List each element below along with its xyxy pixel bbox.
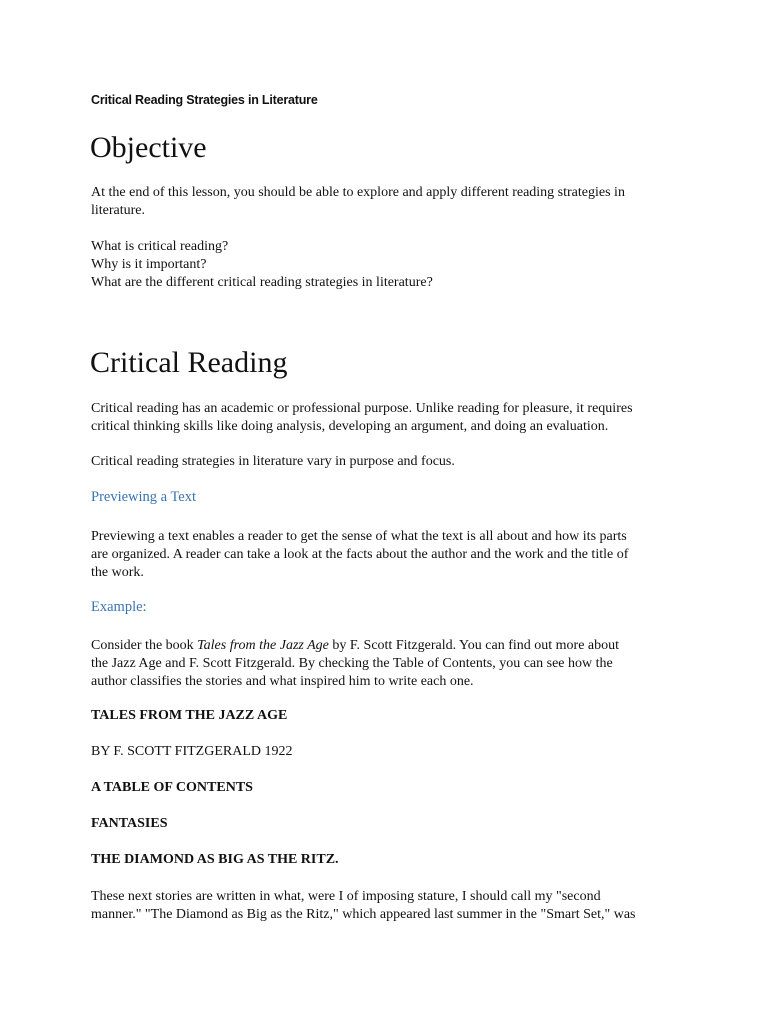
previewing-heading: Previewing a Text: [91, 489, 197, 505]
paragraph-line: are organized. A reader can take a look at the facts about the author and the work and the title of: [91, 547, 629, 562]
paragraph-line: Previewing a text enables a reader to get the sense of what the text is all about and how its parts: [91, 529, 627, 544]
book-byline: BY F. SCOTT FITZGERALD 1922: [91, 744, 293, 759]
story-note: [91, 888, 691, 924]
objective-intro-line: At the end of this lesson, you should be able to explore and apply different reading strategies in: [91, 185, 625, 200]
objective-questions: [91, 238, 691, 292]
book-title: TALES FROM THE JAZZ AGE: [91, 708, 288, 723]
paragraph-line: manner." "The Diamond as Big as the Ritz," which appeared last summer in the "Smart Set," was: [91, 907, 636, 922]
paragraph-line: author classifies the stories and what inspired him to write each one.: [91, 674, 474, 689]
example-heading: Example:: [91, 599, 147, 615]
paragraph-line: critical thinking skills like doing analysis, developing an argument, and doing an evaluation.: [91, 419, 609, 434]
paragraph-line: Critical reading strategies in literature vary in purpose and focus.: [91, 454, 455, 469]
paragraph-line: These next stories are written in what, were I of imposing stature, I should call my "second: [91, 889, 601, 904]
critical-reading-heading: Critical Reading: [90, 346, 288, 379]
critical-reading-strategies-line: [91, 453, 691, 471]
example-text: by F. Scott Fitzgerald. You can find out more about: [328, 638, 620, 653]
critical-reading-paragraph: [91, 400, 691, 436]
story-title: THE DIAMOND AS BIG AS THE RITZ.: [91, 852, 339, 867]
objective-heading: Objective: [90, 131, 207, 164]
section-heading: FANTASIES: [91, 816, 168, 831]
paragraph-line: [91, 637, 691, 655]
paragraph-line: Critical reading has an academic or professional purpose. Unlike reading for pleasure, it requires: [91, 401, 633, 416]
question-item: What is critical reading?: [91, 239, 229, 254]
example-paragraph: [91, 637, 691, 691]
question-item: What are the different critical reading strategies in literature?: [91, 275, 433, 290]
book-title-italic: Tales from the Jazz Age: [197, 638, 329, 653]
paragraph-line: the work.: [91, 565, 144, 580]
document-title: Critical Reading Strategies in Literature: [91, 93, 318, 107]
question-item: Why is it important?: [91, 257, 207, 272]
paragraph-line: the Jazz Age and F. Scott Fitzgerald. By checking the Table of Contents, you can see how the: [91, 656, 613, 671]
previewing-paragraph: [91, 528, 691, 582]
objective-intro: [91, 184, 691, 220]
example-text: Consider the book: [91, 638, 198, 653]
table-of-contents-heading: A TABLE OF CONTENTS: [91, 780, 253, 795]
objective-intro-line: literature.: [91, 203, 146, 218]
